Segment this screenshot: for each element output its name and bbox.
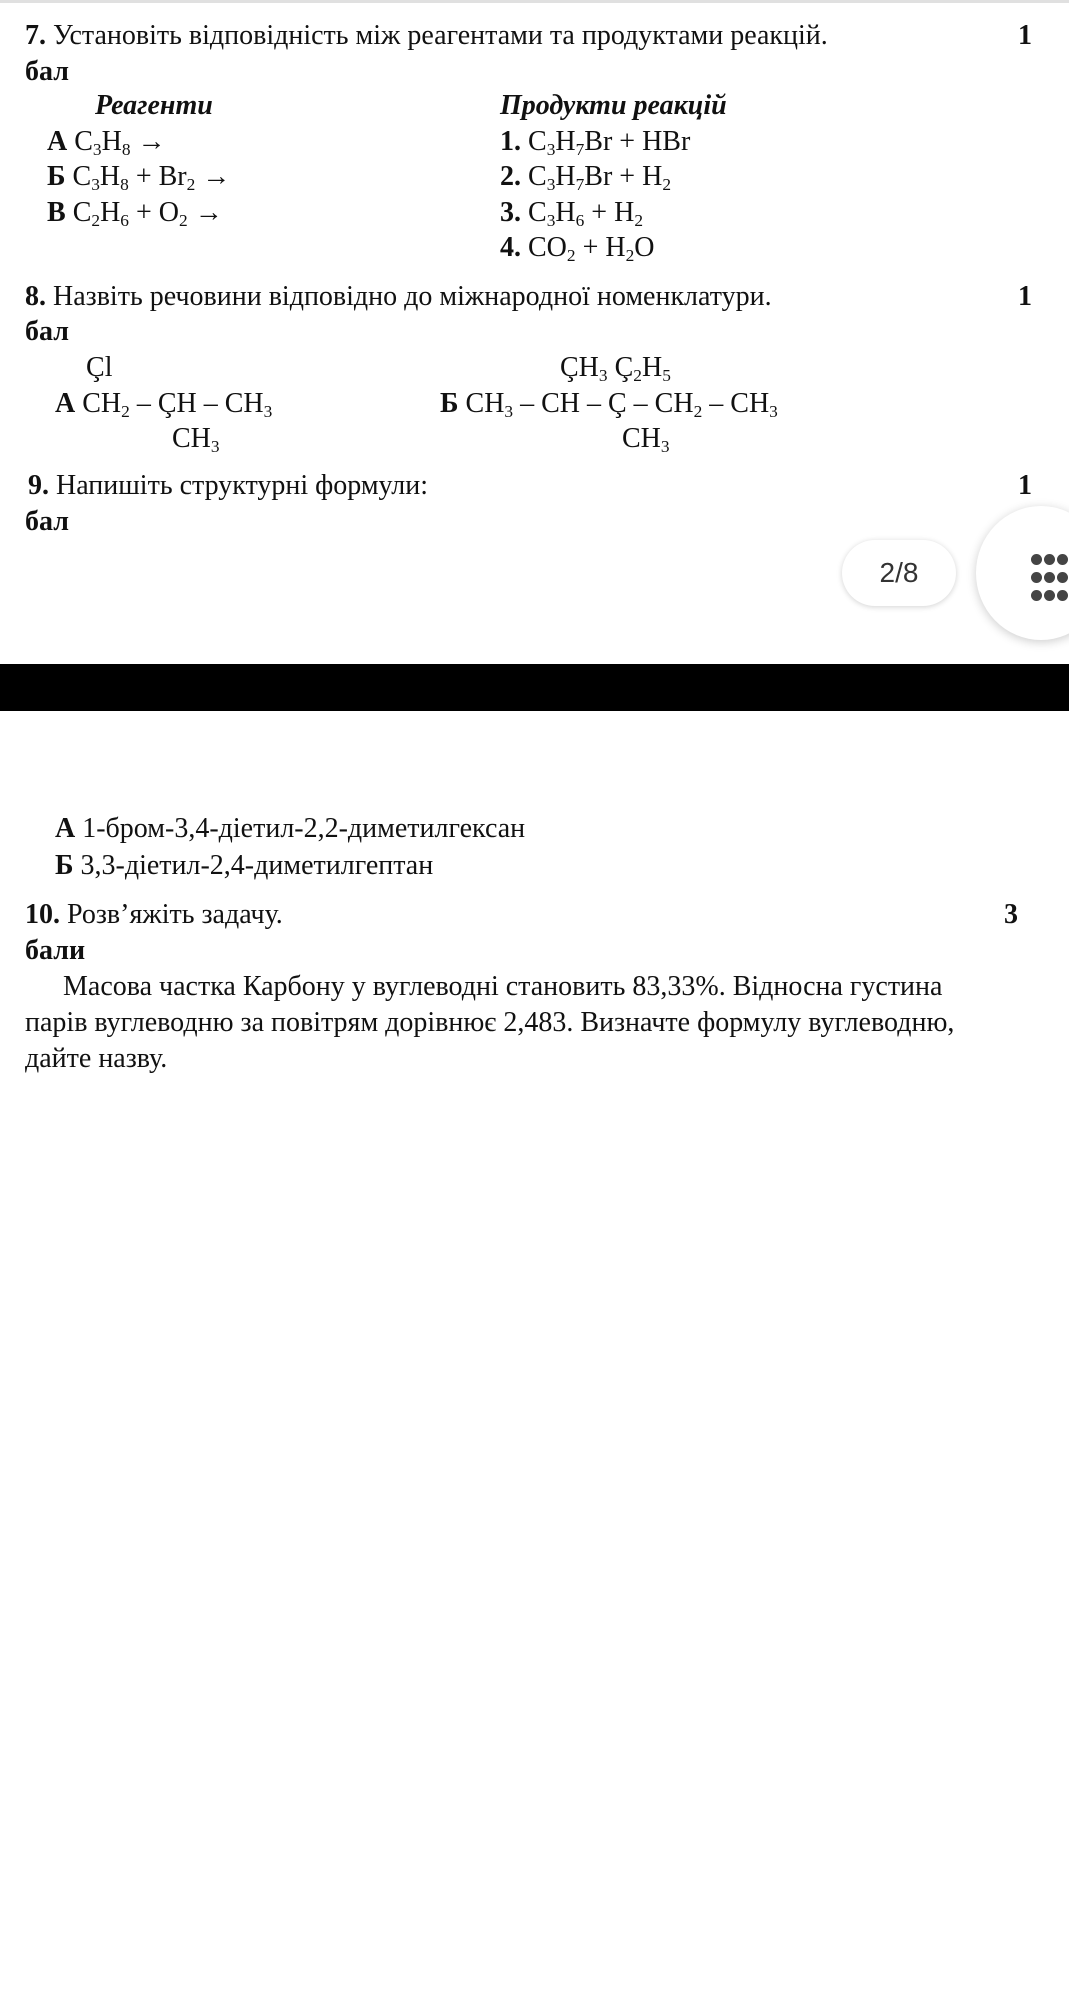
q10-body-line-2: парів вуглеводню за повітрям дорівнює 2,483. Визначте формулу вуглеводню, [25, 1007, 955, 1038]
q7-product-2: 2. $C_3H_7Br + H_2$ [500, 161, 671, 194]
q8-points-word: бал [25, 316, 69, 347]
q9-item-b-text: 3,3-діетил-2,4-диметилгептан [80, 850, 434, 881]
page-indicator[interactable]: 2/8 [842, 540, 956, 606]
q9-number: 9. [28, 470, 49, 501]
q8-b-substituents-top: $ÇH_3$ $Ç_2H_5$ [560, 352, 671, 385]
q8-text: Назвіть речовини відповідно до міжнародної номенклатури. [53, 281, 772, 312]
q8-heading [25, 283, 772, 311]
q8-points: 1 [1018, 281, 1032, 312]
q7-product-3: 3. $C_3H_6 + H_2$ [500, 197, 643, 230]
q9-points: 1 [1018, 470, 1032, 501]
q9-item-a-text: 1-бром-3,4-діетил-2,2-диметилгексан [82, 813, 526, 844]
top-divider [0, 0, 1069, 3]
q10-text: Розв’яжіть задачу. [67, 899, 283, 930]
q8-a-substituent-top: Çl [86, 352, 113, 383]
q7-number: 7. [25, 20, 46, 51]
q7-col-products: Продукти реакцій [500, 90, 727, 121]
q8-a-substituent-bottom: $CH_3$ [172, 423, 220, 456]
q8-b-formula: Б $CH_3$ – CH – Ç – $CH_2 - CH_3$ [440, 388, 778, 421]
grid-dots-icon[interactable] [1031, 554, 1067, 602]
page-separator-bar [0, 664, 1069, 711]
q10-points-word: бали [25, 935, 86, 966]
q9-item-b [55, 852, 433, 880]
q7-points: 1 [1018, 20, 1032, 51]
q9-heading [28, 472, 428, 500]
q7-reagent-b: Б $C_3H_8 + Br_2$ → [47, 161, 231, 194]
q7-heading [25, 22, 828, 50]
q7-col-reagents: Реагенти [95, 90, 213, 121]
q9-item-a [55, 815, 525, 843]
q7-product-1: 1. $C_3H_7Br$ + HBr [500, 126, 691, 159]
q10-points: 3 [1004, 899, 1018, 930]
q10-body-line-3: дайте назву. [25, 1043, 168, 1074]
q9-item-a-letter: А [55, 813, 76, 844]
q7-reagent-a: А $C_3H_8$ → [47, 126, 166, 159]
q10-number: 10. [25, 899, 60, 930]
q7-reagent-c: В $C_2H_6 + O_2$ → [47, 197, 223, 230]
q7-product-4: 4. $CO_2 + H_2O$ [500, 232, 655, 265]
q10-heading [25, 901, 283, 929]
q8-number: 8. [25, 281, 46, 312]
q9-item-b-letter: Б [55, 850, 74, 881]
q7-text: Установіть відповідність між реагентами та продуктами реакцій. [53, 20, 828, 51]
q9-points-word: бал [25, 506, 69, 537]
q8-b-substituent-bottom: $CH_3$ [622, 423, 670, 456]
q8-a-formula: А $CH_2$ – ÇH – $CH_3$ [55, 388, 273, 421]
q10-body-line-1: Масова частка Карбону у вуглеводні становить 83,33%. Відносна густина [63, 971, 943, 1002]
q7-points-word: бал [25, 56, 69, 87]
q9-text: Напишіть структурні формули: [56, 470, 429, 501]
